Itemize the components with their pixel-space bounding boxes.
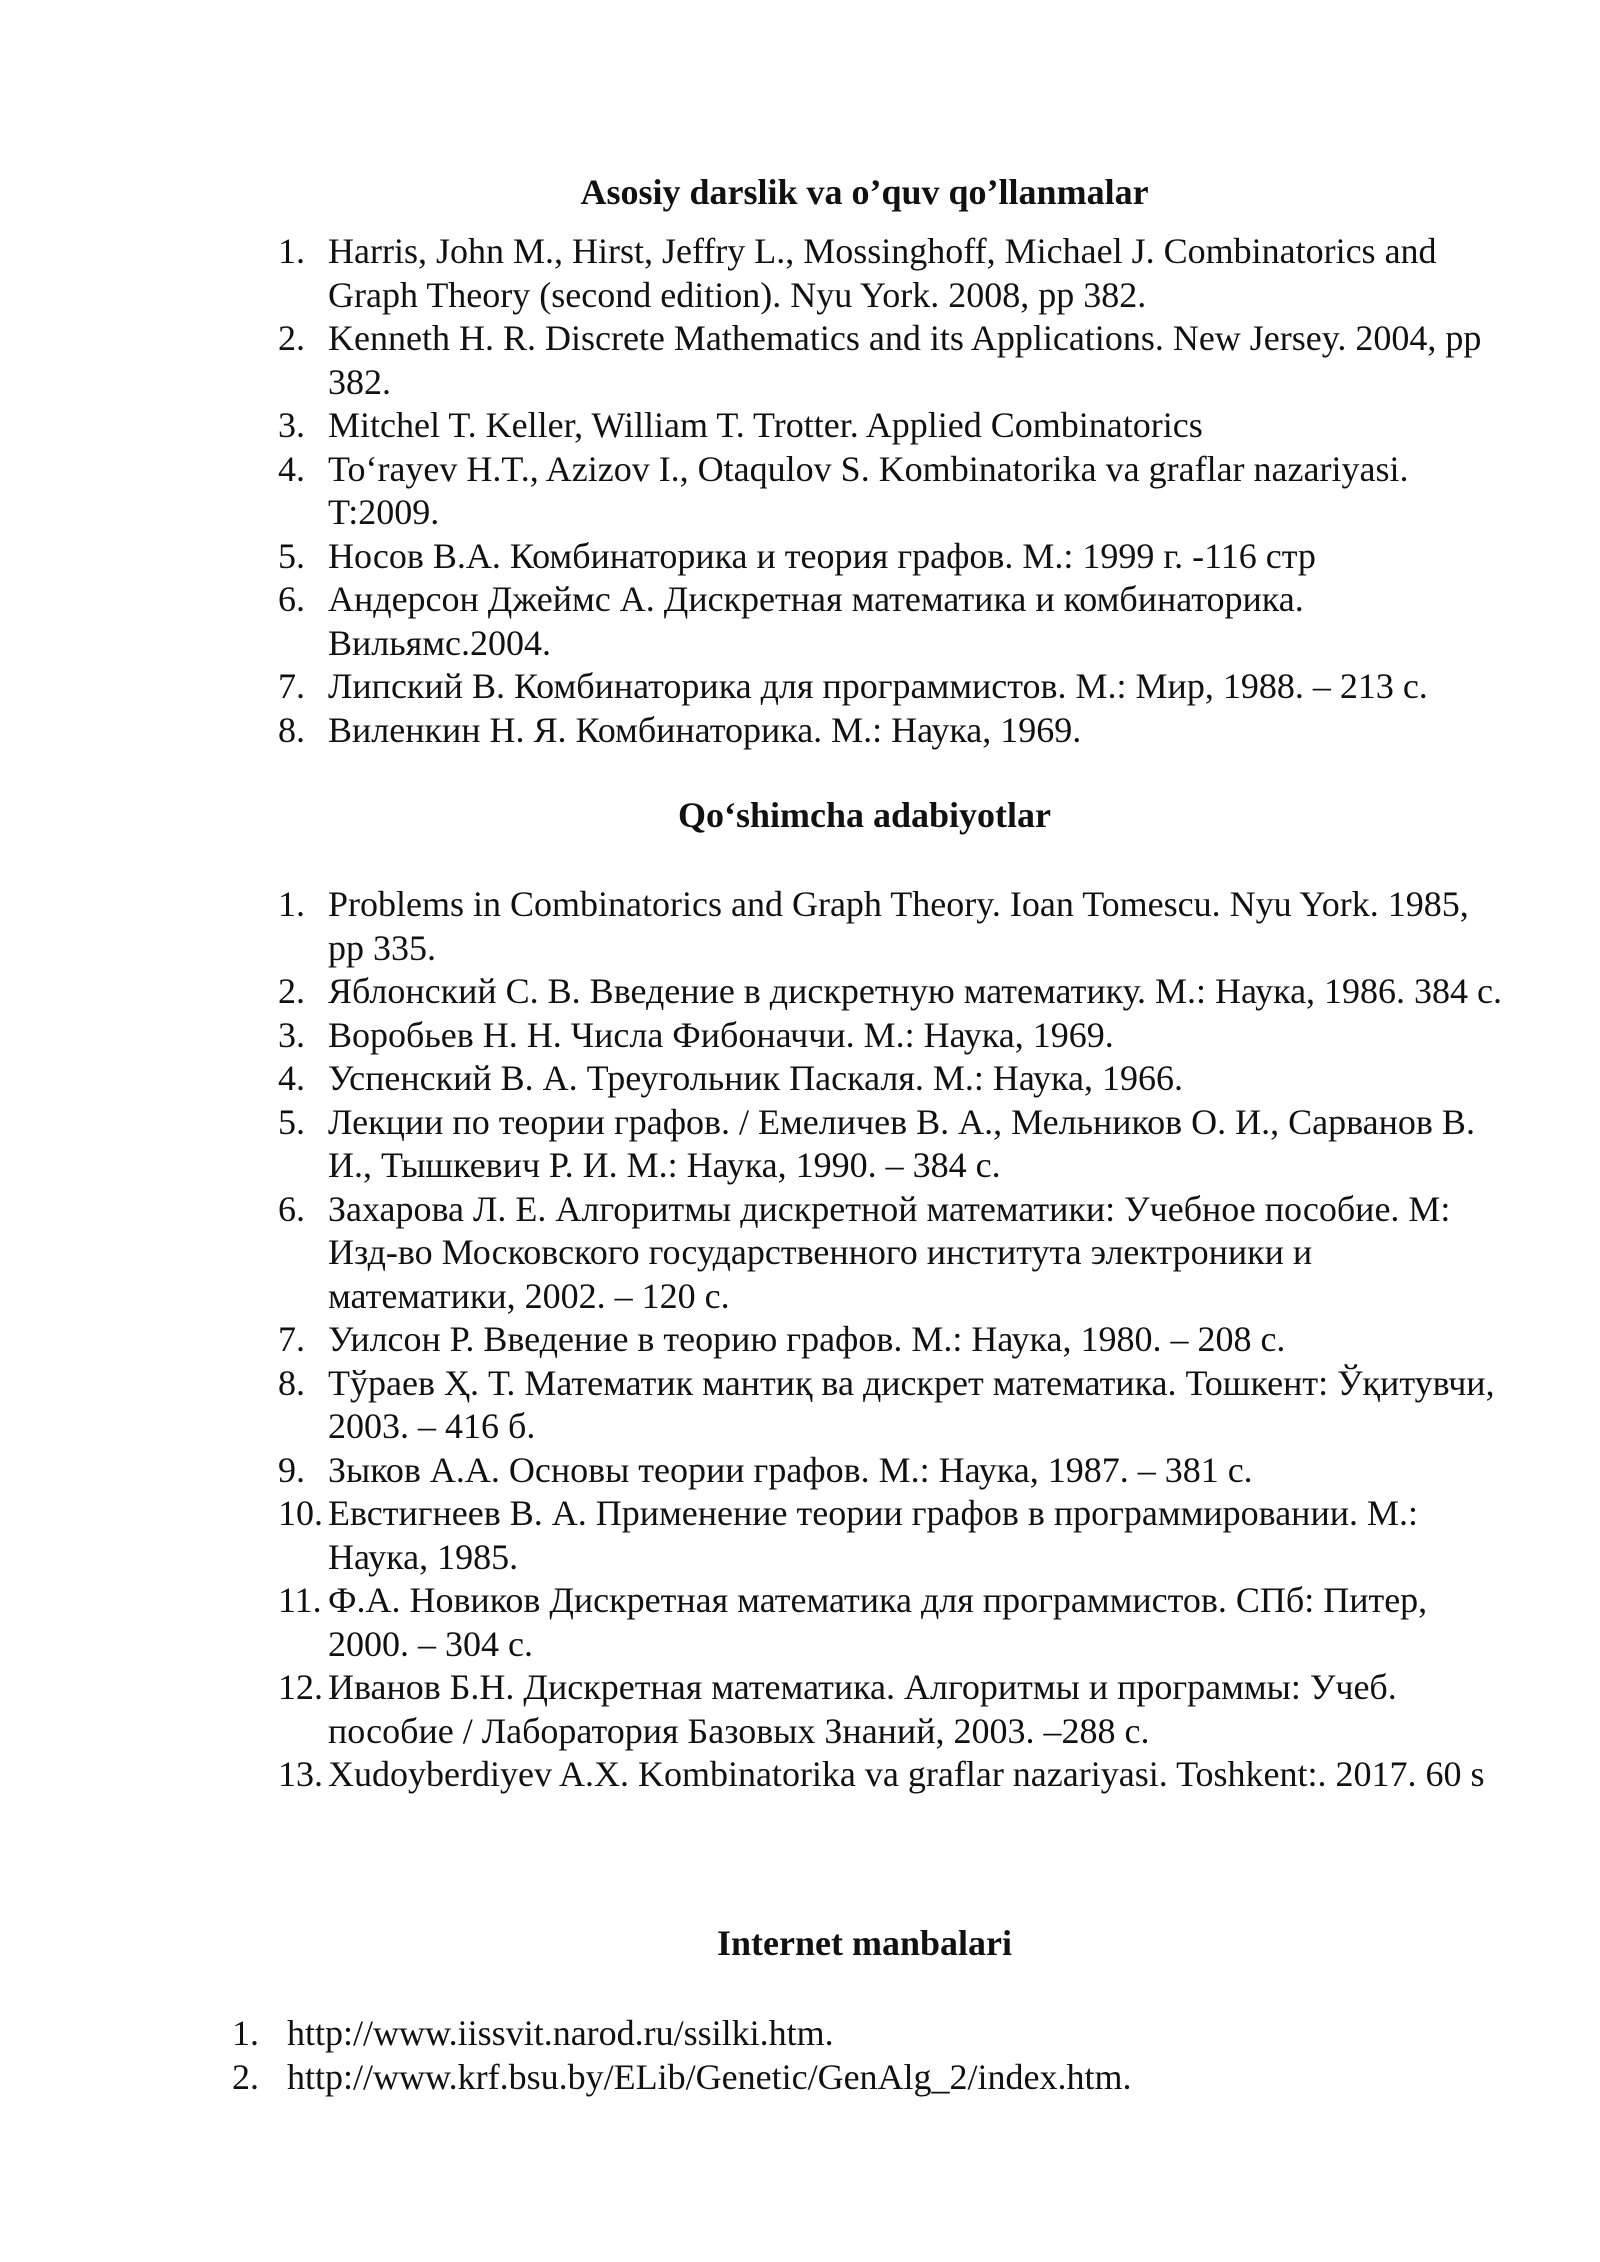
item-number: 1.: [278, 884, 305, 924]
list-item: [278, 1101, 1508, 1188]
item-number: 11.: [278, 1580, 322, 1620]
list-item: [278, 1492, 1508, 1579]
item-text: Успенский В. А. Треугольник Паскаля. М.: Наука, 1966.: [328, 1058, 1183, 1098]
list-item: [278, 317, 1508, 404]
item-text: Уилсон Р. Введение в теорию графов. М.: Наука, 1980. – 208 с.: [328, 1319, 1286, 1359]
list-item: [278, 1666, 1508, 1753]
list-item: [278, 1579, 1508, 1666]
section-title-internet-sources: Internet manbalari: [717, 1923, 1012, 1963]
main-literature-list: [278, 230, 1508, 752]
item-number: 5.: [278, 1101, 305, 1142]
item-number: 6.: [278, 1188, 305, 1229]
list-item: [278, 1318, 1508, 1362]
item-number: 13.: [278, 1754, 323, 1794]
list-item: [278, 535, 1508, 579]
list-item: [278, 970, 1508, 1014]
item-text: Тўраев Ҳ. Т. Математик мантиқ ва дискрет математика. Тошкент: Ўқитувчи, 2003. – 416 б.: [328, 1362, 1495, 1446]
item-number: 7.: [278, 1319, 305, 1359]
item-text: Евстигнеев В. А. Применение теории графов в программировании. М.: Наука, 1985.: [328, 1493, 1418, 1577]
section-title-additional-literature: Qo‘shimcha adabiyotlar: [677, 795, 1052, 835]
list-item: [278, 709, 1508, 753]
item-text: Зыков А.А. Основы теории графов. М.: Наука, 1987. – 381 с.: [328, 1449, 1253, 1490]
list-item: [278, 448, 1508, 535]
item-number: 12.: [278, 1667, 323, 1707]
item-number: 10.: [278, 1493, 323, 1533]
item-link[interactable]: http://www.iissvit.narod.ru/ssilki.htm.: [287, 2013, 834, 2053]
section-title-main-literature: Asosiy darslik va o’quv qo’llanmalar: [580, 172, 1149, 212]
item-number: 8.: [278, 709, 305, 750]
list-item: [278, 883, 1508, 970]
item-text: Ф.А. Новиков Дискретная математика для программистов. СПб: Питер, 2000. – 304 с.: [328, 1580, 1428, 1664]
list-item: [278, 1014, 1508, 1058]
item-number: 4.: [278, 448, 305, 489]
item-text: Mitchel T. Keller, William T. Trotter. Applied Combinatorics: [328, 405, 1203, 445]
list-item: [278, 230, 1508, 317]
item-number: 2.: [278, 318, 305, 358]
item-number: 1.: [232, 2013, 259, 2053]
list-item: [278, 1057, 1508, 1101]
item-text: Лекции по теории графов. / Емеличев В. А., Мельников О. И., Сарванов В. И., Тышкевич Р. И. М.: Наука, 1990. – 384 с.: [328, 1101, 1475, 1185]
list-item: [278, 1188, 1508, 1319]
item-text: Липский В. Комбинаторика для программистов. М.: Мир, 1988. – 213 с.: [328, 666, 1428, 706]
item-number: 7.: [278, 666, 305, 706]
item-number: 2.: [232, 2056, 259, 2097]
item-number: 4.: [278, 1058, 305, 1098]
item-text: Воробьев Н. Н. Числа Фибоначчи. М.: Наука, 1969.: [328, 1014, 1114, 1055]
item-text: Иванов Б.Н. Дискретная математика. Алгоритмы и программы: Учеб. пособие / Лаборатория Базовых Знаний, 2003. –288 с.: [328, 1667, 1397, 1751]
item-text: Захарова Л. Е. Алгоритмы дискретной математики: Учебное пособие. М: Изд-во Московского государственного института электроники и математики, 2002. – 120 с.: [328, 1188, 1451, 1316]
item-text: Xudoyberdiyev A.X. Kombinatorika va graflar nazariyasi. Toshkent:. 2017. 60 s: [328, 1754, 1485, 1794]
item-number: 1.: [278, 231, 305, 271]
item-number: 8.: [278, 1362, 305, 1403]
list-item: [278, 404, 1508, 448]
item-text: Harris, John M., Hirst, Jeffry L., Mossinghoff, Michael J. Combinatorics and Graph Theory (second edition). Nyu York. 2008, pp 382.: [328, 231, 1437, 315]
item-number: 5.: [278, 535, 305, 576]
additional-literature-list: [278, 883, 1508, 1797]
item-number: 3.: [278, 1014, 305, 1055]
item-number: 3.: [278, 405, 305, 445]
item-text: Kenneth H. R. Discrete Mathematics and its Applications. New Jersey. 2004, pp 382.: [328, 318, 1482, 402]
item-text: Яблонский С. В. Введение в дискретную математику. М.: Наука, 1986. 384 с.: [328, 971, 1503, 1011]
list-item: [278, 1362, 1508, 1449]
list-item: [278, 578, 1508, 665]
item-link[interactable]: http://www.krf.bsu.by/ELib/Genetic/GenAlg_2/index.htm.: [287, 2056, 1132, 2097]
list-item: [278, 1449, 1508, 1493]
item-text: To‘rayev H.T., Azizov I., Otaqulov S. Kombinatorika va graflar nazariyasi. T:2009.: [328, 448, 1409, 532]
item-number: 9.: [278, 1449, 305, 1490]
item-text: Андерсон Джеймс А. Дискретная математика и комбинаторика. Вильямс.2004.: [328, 579, 1304, 663]
list-item: [232, 2012, 1482, 2056]
item-number: 2.: [278, 971, 305, 1011]
item-text: Носов В.А. Комбинаторика и теория графов. М.: 1999 г. -116 стр: [328, 535, 1316, 576]
list-item: [232, 2056, 1482, 2100]
list-item: [278, 1753, 1508, 1797]
item-text: Problems in Combinatorics and Graph Theory. Ioan Tomescu. Nyu York. 1985, pp 335.: [328, 884, 1469, 968]
item-text: Виленкин Н. Я. Комбинаторика. М.: Наука, 1969.: [328, 709, 1082, 750]
list-item: [278, 665, 1508, 709]
internet-sources-list: [232, 2012, 1482, 2099]
item-number: 6.: [278, 579, 305, 619]
